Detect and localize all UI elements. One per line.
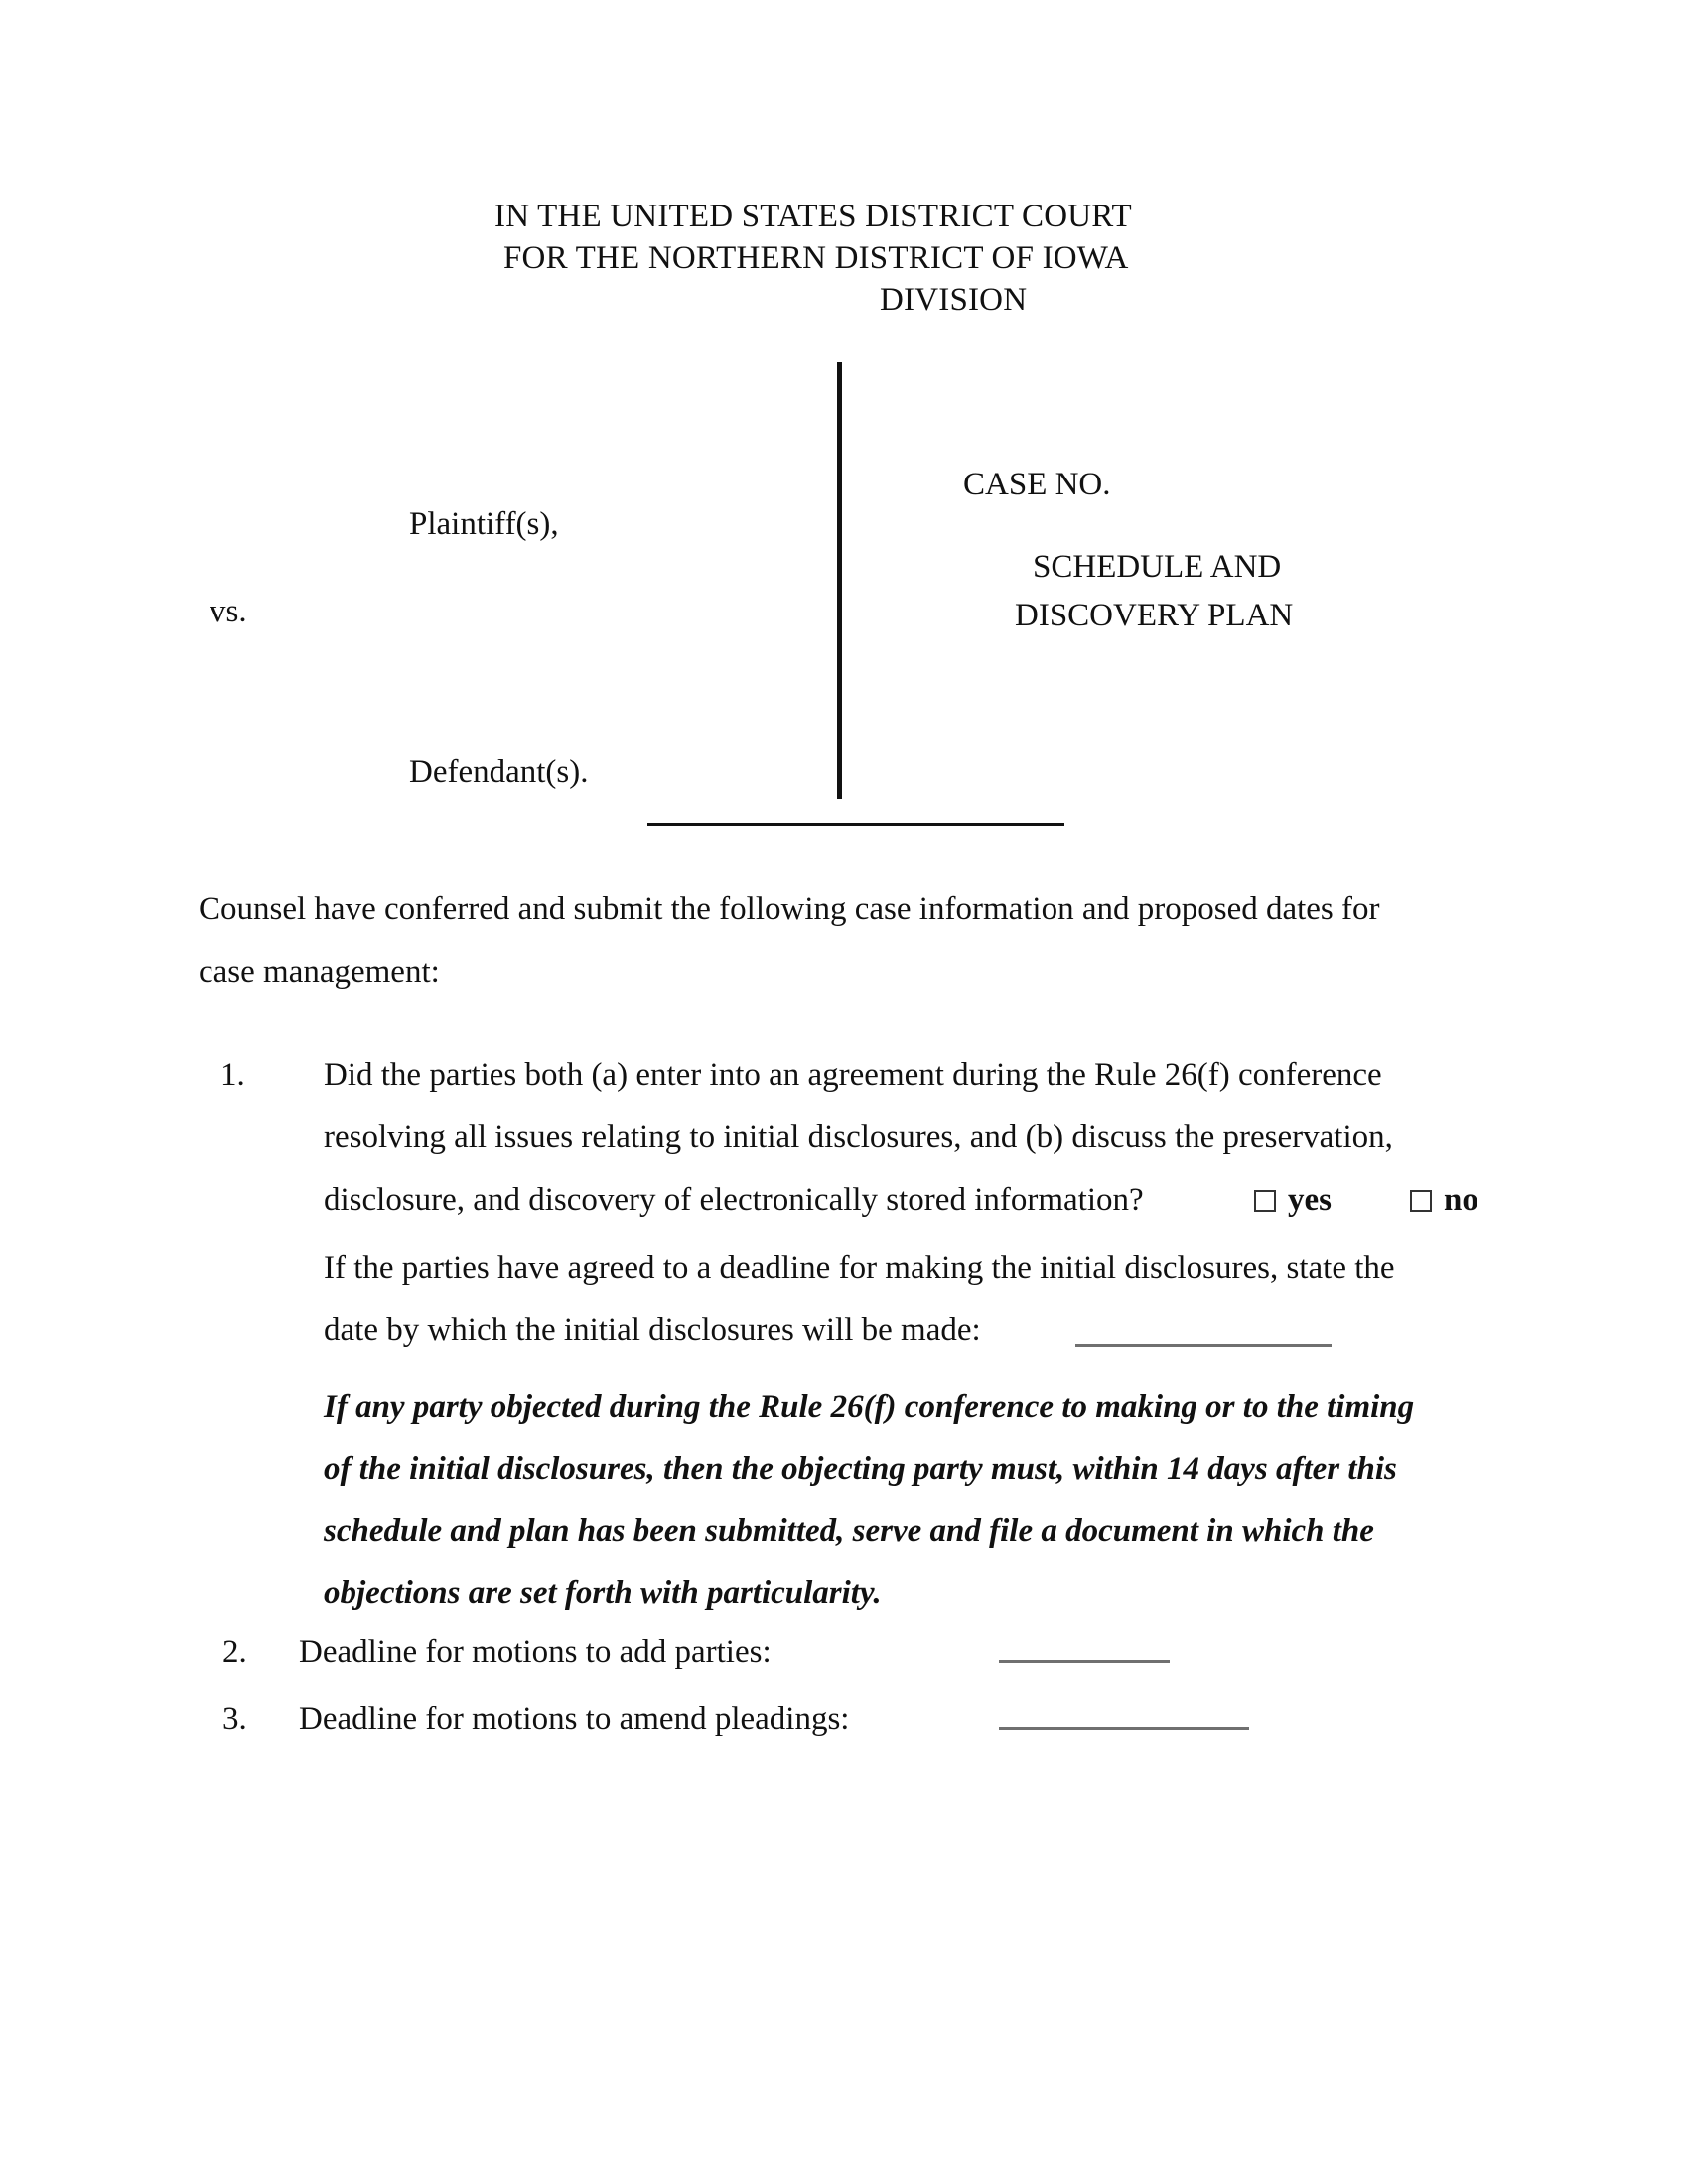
case-number-label: CASE NO.	[963, 467, 1111, 502]
item3-label: Deadline for motions to amend pleadings:	[299, 1702, 850, 1737]
caption-divider-vertical	[837, 362, 842, 799]
intro-line2: case management:	[199, 954, 440, 990]
caption-divider-horizontal	[647, 823, 1064, 826]
no-checkbox[interactable]	[1410, 1190, 1432, 1212]
initial-disclosures-date-blank[interactable]	[1075, 1344, 1332, 1347]
court-name-line1: IN THE UNITED STATES DISTRICT COURT	[494, 199, 1132, 234]
item1-note-line3: schedule and plan has been submitted, serve and file a document in which the	[324, 1513, 1374, 1549]
yes-label: yes	[1288, 1182, 1332, 1218]
item1-line1: Did the parties both (a) enter into an agreement during the Rule 26(f) conference	[324, 1057, 1382, 1093]
amend-pleadings-deadline-blank[interactable]	[999, 1727, 1249, 1730]
item1-number: 1.	[220, 1057, 245, 1093]
document-title-line1: SCHEDULE AND	[1033, 549, 1282, 585]
court-name-line2: FOR THE NORTHERN DISTRICT OF IOWA	[503, 240, 1129, 276]
court-division: DIVISION	[880, 282, 1028, 318]
document-title-line2: DISCOVERY PLAN	[1015, 598, 1294, 633]
item1-note-line1: If any party objected during the Rule 26(f) conference to making or to the timing	[324, 1389, 1415, 1425]
item2-label: Deadline for motions to add parties:	[299, 1634, 772, 1670]
item1-line3: disclosure, and discovery of electronically stored information?	[324, 1182, 1144, 1218]
defendant-label: Defendant(s).	[409, 754, 589, 790]
yes-checkbox[interactable]	[1254, 1190, 1276, 1212]
versus-label: vs.	[210, 594, 247, 629]
item1-line2: resolving all issues relating to initial disclosures, and (b) discuss the preservation,	[324, 1119, 1393, 1155]
item1-line5: date by which the initial disclosures will be made:	[324, 1312, 981, 1348]
item1-note-line4: objections are set forth with particularity.	[324, 1575, 882, 1611]
no-label: no	[1444, 1182, 1478, 1218]
item1-note-line2: of the initial disclosures, then the objecting party must, within 14 days after this	[324, 1451, 1397, 1487]
item1-line4: If the parties have agreed to a deadline for making the initial disclosures, state the	[324, 1250, 1395, 1286]
yes-option[interactable]	[1254, 1169, 1332, 1231]
intro-line1: Counsel have conferred and submit the following case information and proposed dates for	[199, 891, 1380, 927]
plaintiff-label: Plaintiff(s),	[409, 506, 559, 542]
item2-number: 2.	[222, 1634, 247, 1670]
add-parties-deadline-blank[interactable]	[999, 1660, 1170, 1663]
no-option[interactable]	[1410, 1169, 1478, 1231]
item3-number: 3.	[222, 1702, 247, 1737]
